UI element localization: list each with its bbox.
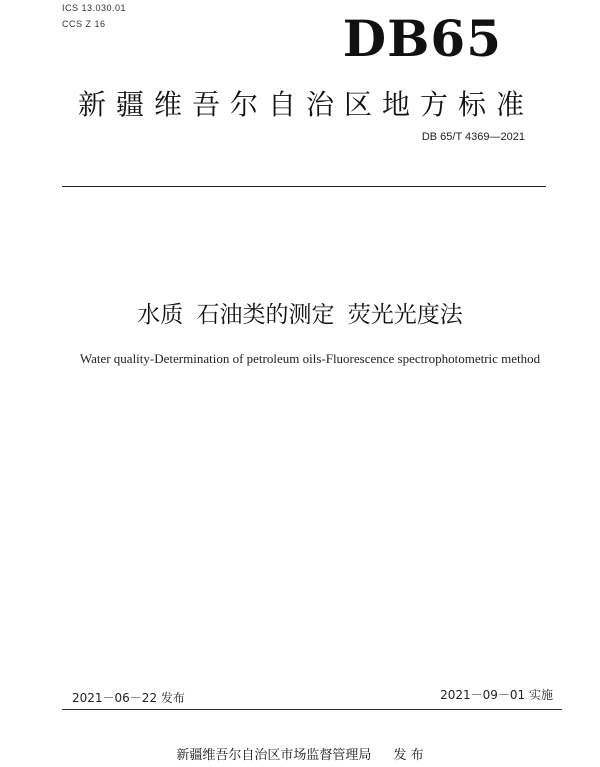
issuer-line (0, 744, 600, 763)
issue-date: 2021－06－22 发布 (72, 691, 185, 705)
standard-category-title: 新疆维吾尔自治区地方标准 (77, 88, 534, 121)
header-divider (62, 186, 546, 187)
document-title-zh: 水质 石油类的测定 荧光光度法 (137, 302, 463, 328)
issuer-name: 新疆维吾尔自治区市场监督管理局 (176, 748, 372, 763)
standard-number: DB 65/T 4369—2021 (421, 131, 525, 143)
document-title-en: Water quality-Determination of petroleum oils-Fluorescence spectrophotometric method (79, 351, 541, 366)
footer-divider (62, 709, 562, 710)
ccs-code: CCS Z 16 (62, 19, 106, 29)
db65-logo: DB65 (342, 9, 502, 68)
ics-code: ICS 13.030.01 (62, 3, 127, 13)
implementation-date: 2021－09－01 实施 (440, 688, 553, 702)
issuer-action: 发 布 (393, 748, 424, 763)
